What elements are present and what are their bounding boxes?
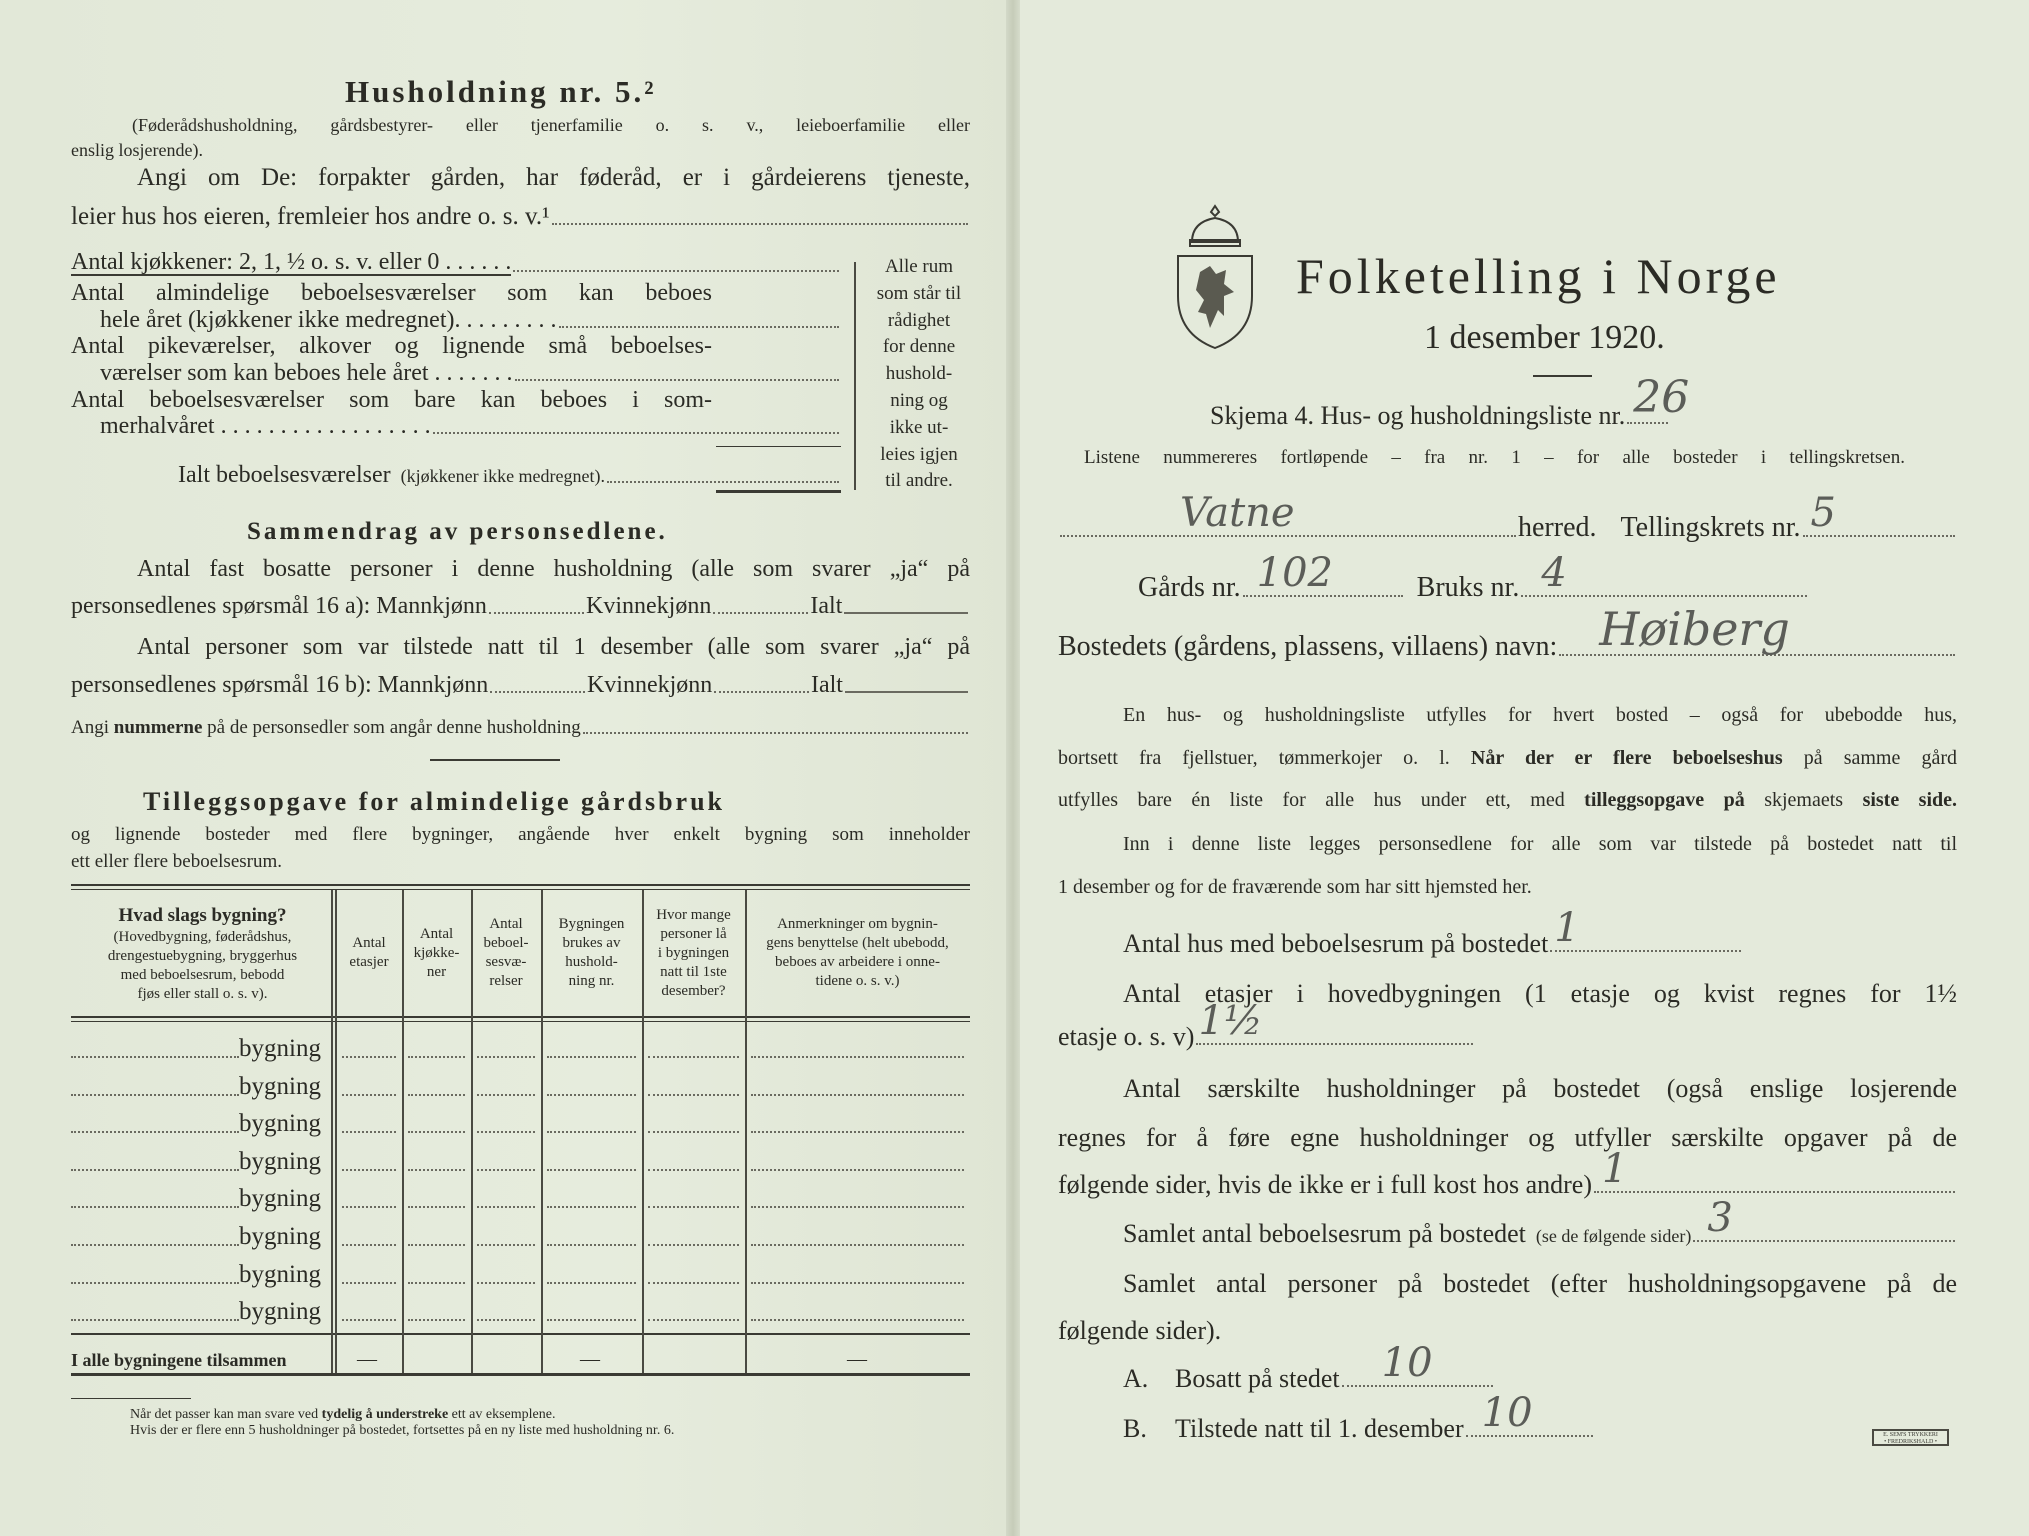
- side-note-line: til andre.: [885, 470, 953, 492]
- instruction-line: En hus- og husholdningsliste utfylles for hvert bosted – også for ubebodde hus,: [1123, 705, 1957, 726]
- etasjer-row: [1058, 998, 1475, 1051]
- table-header-line: natt til 1ste: [660, 963, 727, 980]
- table-header-line: i bygningen: [657, 944, 730, 961]
- table-header-line: tidene o. s. v.): [815, 973, 900, 989]
- hus-row: [1123, 905, 1743, 958]
- footnote-text: Når det passer kan man svare ved: [130, 1407, 319, 1422]
- ialt-label: Ialt: [810, 672, 843, 698]
- bosatt-letter: A.: [1123, 1364, 1149, 1393]
- household-title: Husholdning nr. 5.²: [345, 74, 657, 109]
- rum-value: 3: [1707, 1195, 1733, 1242]
- table-header-line: med beboelsesrum, bebodd: [120, 967, 285, 983]
- instruction-line: Inn i denne liste legges personsedlene for alle som var tilstede på bostedet natt til: [1123, 834, 1957, 855]
- table-header-line: fjøs eller stall o. s. v).: [137, 986, 268, 1002]
- instruction-line: 1 desember og for de fraværende som har sitt hjemsted her.: [1058, 876, 1532, 898]
- saer-field[interactable]: [1594, 1146, 1955, 1193]
- table-header-line: Hvor mange: [656, 906, 731, 923]
- tilstede-letter: B.: [1123, 1414, 1147, 1443]
- ialt-note: (kjøkkener ikke medregnet).: [400, 466, 606, 486]
- instruction-bold: tilleggsopgave på: [1584, 790, 1745, 811]
- title-divider: [1533, 375, 1592, 377]
- instruction-bold: siste side.: [1862, 790, 1957, 811]
- table-header-title: Hvad slags bygning?: [118, 905, 287, 926]
- supplement-title: Tilleggsopgave for almindelige gårdsbruk: [143, 787, 726, 816]
- tilstede-label: personsedlenes spørsmål 16 b): Mannkjønn: [71, 672, 489, 698]
- side-note-line: Alle rum: [884, 256, 954, 277]
- angi-line: leier hus hos eieren, fremleier hos andre o. s. v.¹: [71, 203, 550, 230]
- table-header-line: Antal: [489, 916, 523, 932]
- fast-label: personsedlenes spørsmål 16 a): Mannkjønn: [71, 593, 487, 619]
- footnote-text: ett av eksemplene.: [451, 1407, 556, 1422]
- table-header-line: personer lå: [660, 925, 727, 942]
- total-label: I alle bygningene tilsammen: [71, 1350, 287, 1370]
- pike-label: værelser som kan beboes hele året . . . . . . .: [100, 360, 513, 386]
- fast-line: Antal fast bosatte personer i denne husholdning (alle som svarer „ja“ på: [137, 557, 970, 582]
- table-header-line: desember?: [661, 982, 726, 999]
- table-header-line: drengestuebygning, bryggerhus: [107, 948, 298, 964]
- nummerne-bold: nummerne: [113, 717, 203, 738]
- printer-stamp-logo: E. SEM'S TRYKKERI • FREDRIKSHALD •: [1872, 1429, 1949, 1446]
- table-header-line: beboel-: [483, 935, 529, 951]
- bruks-value: 4: [1541, 549, 1567, 596]
- table-header-line: brukes av: [562, 935, 621, 951]
- saer-value: 1: [1602, 1146, 1628, 1193]
- tilstede-line: Antal personer som var tilstede natt til 1 desember (alle som svarer „ja“ på: [137, 635, 970, 660]
- gards-field[interactable]: [1243, 549, 1403, 597]
- kvinne-label: Kvinnekjønn: [586, 672, 713, 698]
- instruction-bold: Når der er flere beboelseshus: [1470, 748, 1783, 769]
- personer-line: Samlet antal personer på bostedet (efter husholdningsopgavene på de: [1123, 1271, 1957, 1298]
- hus-value: 1: [1554, 905, 1580, 952]
- bosatt-value: 10: [1381, 1340, 1433, 1387]
- hus-field[interactable]: [1550, 905, 1741, 952]
- table-header-line: ning nr.: [568, 973, 615, 989]
- side-note-line: ikke ut-: [889, 416, 949, 438]
- tellingskrets-value: 5: [1810, 489, 1836, 536]
- building-label: bygning: [239, 1110, 321, 1138]
- saer-label: følgende sider, hvis de ikke er i full kost hos andre): [1058, 1170, 1592, 1199]
- tilstede-row: [1123, 1390, 1595, 1443]
- saer-line: Antal særskilte husholdninger på bostedet (også enslige losjerende: [1123, 1076, 1957, 1103]
- coat-of-arms-logo: [1172, 202, 1258, 352]
- tilstede-label: Tilstede natt til 1. desember: [1175, 1414, 1464, 1443]
- table-header-line: relser: [489, 973, 523, 989]
- side-note-line: leies igjen: [880, 443, 958, 465]
- building-label: bygning: [239, 1223, 321, 1250]
- herred-label: herred.: [1518, 512, 1597, 543]
- table-header-line: ner: [426, 963, 447, 980]
- building-label: bygning: [239, 1185, 321, 1213]
- building-label: bygning: [239, 1035, 321, 1062]
- side-note-line: for denne: [882, 336, 956, 358]
- supplement-line: ett eller flere beboelsesrum.: [71, 851, 283, 872]
- hus-label: Antal hus med beboelsesrum på bostedet: [1123, 929, 1549, 958]
- nummerne-post: på de personsedler som angår denne husholdning: [207, 717, 581, 738]
- census-date: 1 desember 1920.: [1424, 319, 1665, 356]
- etasjer-line: Antal etasjer i hovedbygningen (1 etasje og kvist regnes for 1½: [1123, 981, 1957, 1008]
- tilstede-value: 10: [1481, 1390, 1533, 1437]
- alm-line: Antal almindelige beboelsesværelser som kan beboes: [71, 281, 712, 306]
- building-label: bygning: [239, 1072, 321, 1100]
- sommer-line: Antal beboelsesværelser som bare kan beboes i som-: [71, 388, 712, 413]
- table-header-line: gens benyttelse (helt ubebodd,: [766, 935, 949, 951]
- gards-value: 102: [1256, 549, 1334, 596]
- herred-row: [1058, 489, 1957, 543]
- bosted-label: Bostedets (gårdens, plassens, villaens) navn:: [1058, 631, 1558, 662]
- bosatt-label: Bosatt på stedet: [1175, 1364, 1340, 1393]
- bosted-field[interactable]: [1559, 601, 1955, 656]
- gards-row: [1138, 549, 1809, 603]
- total-dash: —: [847, 1348, 867, 1370]
- supplement-line: og lignende bosteder med flere bygninger, angående hver enkelt bygning som inneholder: [71, 825, 970, 845]
- etasjer-label: etasje o. s. v): [1058, 1022, 1195, 1051]
- listene-note: Listene nummereres fortløpende – fra nr. 1 – for alle bosteder i tellingskretsen.: [1084, 448, 1905, 468]
- side-note-line: som står til: [876, 282, 962, 304]
- etasjer-value: 1½: [1198, 998, 1263, 1045]
- summary-title: Sammendrag av personsedlene.: [247, 518, 668, 545]
- rum-field[interactable]: [1693, 1195, 1955, 1242]
- rum-note: (se de følgende sider): [1535, 1226, 1692, 1246]
- table-header-line: kjøkke-: [413, 944, 460, 961]
- table-header-line: (Hovedbygning, føderådshus,: [113, 929, 292, 945]
- intro-line: enslig losjerende).: [71, 140, 203, 160]
- footnote-bold: tydelig å understreke: [321, 1407, 449, 1422]
- total-dash: —: [580, 1348, 600, 1370]
- saer-line: regnes for å føre egne husholdninger og utfyller særskilte opgaver på de: [1058, 1125, 1957, 1152]
- table-header-line: beboes av arbeidere i onne-: [775, 954, 940, 970]
- table-header-line: Bygningen: [558, 916, 625, 932]
- instruction-text: skjemaets: [1764, 790, 1844, 811]
- table-header-line: hushold-: [565, 954, 618, 970]
- rum-label: Samlet antal beboelsesrum på bostedet: [1123, 1219, 1526, 1248]
- rum-row: [1123, 1195, 1957, 1248]
- skjema-row: [1210, 372, 1690, 430]
- footnote-2: Hvis der er flere enn 5 husholdninger på bostedet, fortsettes på en ny liste med husholdning nr. 6.: [130, 1423, 675, 1438]
- instruction-text: bortsett fra fjellstuer, tømmerkojer o. l.: [1058, 748, 1450, 769]
- alm-label: hele året (kjøkkener ikke medregnet). . . . . . . . .: [100, 307, 557, 333]
- skjema-label: Skjema 4. Hus- og husholdningsliste nr.: [1210, 401, 1626, 430]
- tellingskrets-field[interactable]: [1803, 489, 1955, 537]
- instruction-line: [1058, 790, 1957, 815]
- bosted-row: [1058, 601, 1957, 662]
- etasjer-field[interactable]: [1196, 998, 1473, 1045]
- tilstede-field[interactable]: [1466, 1390, 1593, 1437]
- sommer-label: merhalvåret . . . . . . . . . . . . . . . . . .: [100, 413, 431, 439]
- kvinne-label: Kvinnekjønn: [586, 593, 712, 619]
- table-header-line: Antal: [419, 925, 454, 942]
- building-label: bygning: [239, 1260, 321, 1288]
- angi-line: Angi om De: forpakter gården, har føderåd, er i gårdeierens tjeneste,: [137, 165, 970, 191]
- nummerne-pre: Angi: [71, 717, 109, 738]
- instruction-text: på samme gård: [1803, 748, 1957, 769]
- ialt-label: Ialt beboelsesværelser: [178, 462, 391, 488]
- table-header-line: Antal: [352, 935, 386, 951]
- table-header-line: Anmerkninger om bygnin-: [777, 916, 938, 932]
- bruks-field[interactable]: [1521, 549, 1807, 597]
- instruction-line: [1058, 748, 1957, 773]
- total-dash: —: [357, 1348, 377, 1370]
- bruks-label: Bruks nr.: [1416, 572, 1520, 603]
- skjema-field[interactable]: [1627, 372, 1690, 424]
- table-header-line: sesvæ-: [485, 954, 527, 970]
- side-note-line: hushold-: [885, 363, 953, 385]
- instruction-text: utfylles bare én liste for alle hus under ett, med: [1058, 790, 1565, 811]
- side-note-line: ning og: [890, 389, 948, 411]
- tellingskrets-label: Tellingskrets nr.: [1620, 512, 1801, 543]
- building-label: bygning: [239, 1298, 321, 1326]
- herred-field[interactable]: [1060, 489, 1516, 537]
- skjema-value: 26: [1633, 372, 1690, 424]
- bosted-value: Høiberg: [1599, 601, 1790, 656]
- intro-line: (Føderådshusholdning, gårdsbestyrer- eller tjenerfamilie o. s. v., leieboerfamilie eller: [132, 116, 970, 135]
- kjokkener-label: Antal kjøkkener: 2, 1, ½ o. s. v. eller 0 . . . . . .: [71, 249, 512, 275]
- personer-line: følgende sider).: [1058, 1316, 1222, 1345]
- bosatt-row: [1123, 1340, 1495, 1393]
- side-note-line: rådighet: [887, 309, 951, 331]
- gards-label: Gårds nr.: [1138, 572, 1241, 603]
- saer-row: [1058, 1146, 1957, 1199]
- table-header-line: etasjer: [349, 954, 389, 970]
- herred-value: Vatne: [1180, 489, 1295, 536]
- pike-line: Antal pikeværelser, alkover og lignende små beboelses-: [71, 334, 712, 359]
- census-title: Folketelling i Norge: [1296, 248, 1781, 304]
- bosatt-field[interactable]: [1342, 1340, 1493, 1387]
- building-label: bygning: [239, 1147, 321, 1175]
- ialt-label: Ialt: [810, 593, 843, 619]
